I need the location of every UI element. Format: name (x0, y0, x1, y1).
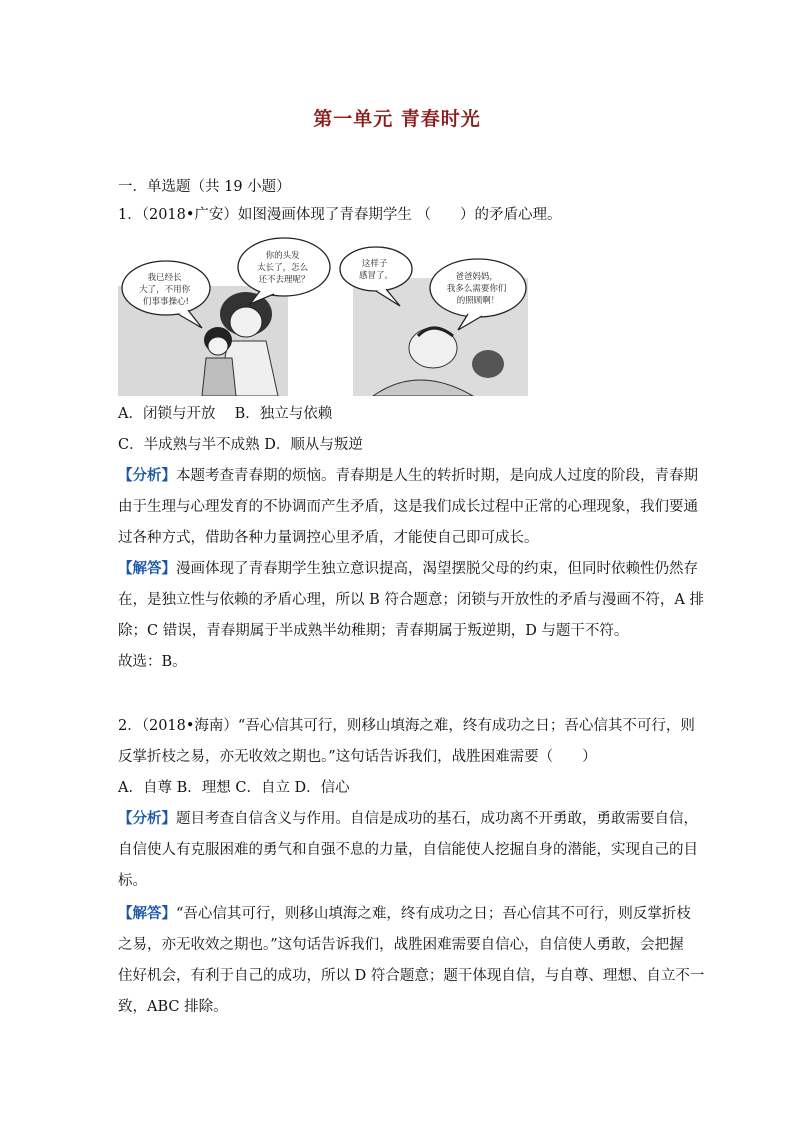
bubble-2-text: 你的头发 太长了，怎么 还不去理呢？ (257, 251, 310, 285)
boy-body (202, 358, 236, 396)
q2-answer-line-1: 【解答】“吾心信其可行，则移山填海之难，终有成功之日；吾心信其不可行，则反掌折枝 (118, 905, 691, 922)
q1-answer-line-2: 在，是独立性与依赖的矛盾心理，所以 B 符合题意；闭锁与开放性的矛盾与漫画不符，A 排 (118, 592, 704, 608)
comic-drawing (118, 236, 528, 396)
q1-analysis-line-2: 由于生理与心理发育的不协调而产生矛盾，这是我们成长过程中正常的心理现象，我们要通 (118, 499, 698, 515)
q1-options-cd: C．半成熟与半不成熟 D．顺从与叛逆 (118, 437, 363, 453)
boy-face (208, 337, 228, 355)
page-title: 第一单元 青春时光 (313, 108, 481, 130)
q2-analysis-line-3: 标。 (118, 873, 147, 889)
speech-bubble-3 (340, 247, 412, 291)
answer-tag: 【解答】 (118, 560, 176, 577)
q2-stem-line-1: 2．（2018•海南）“吾心信其可行，则移山填海之难，终有成功之日；吾心信其不可行，则 (118, 718, 695, 734)
q2-answer-line-2: 之易，亦无收效之期也。”这句话告诉我们，战胜困难需要自信心，自信使人勇敢，会把握 (118, 937, 684, 953)
q2-answer-line-4: 致，ABC 排除。 (118, 999, 228, 1015)
bubble-1-text: 我已经长 大了，不用你 们事事操心! (139, 273, 191, 307)
bubble-3-text: 这样子 感冒了。 (358, 259, 394, 281)
q1-options-ab: A．闭锁与开放 B．独立与依赖 (118, 406, 333, 422)
q1-comic-illustration (118, 236, 528, 396)
q1-analysis-line-1: 【分析】本题考查青春期的烦恼。青春期是人生的转折时期，是向成人过度的阶段，青春期 (118, 467, 698, 484)
section-heading: 一．单选题（共 19 小题） (118, 179, 291, 195)
answer-tag: 【解答】 (118, 905, 176, 922)
parent-figure (472, 350, 504, 378)
q2-stem-line-2: 反掌折枝之易，亦无收效之期也。”这句话告诉我们，战胜困难需要（ ） (118, 749, 597, 765)
q1-answer-line-1: 【解答】漫画体现了青春期学生独立意识提高，渴望摆脱父母的约束，但同时依赖性仍然存 (118, 560, 698, 577)
q2-answer-line-3: 住好机会，有利于自己的成功，所以 D 符合题意；题干体现自信，与自尊、理想、自立不一 (118, 968, 705, 984)
bubble-4-text: 爸爸妈妈， 我多么需要你们 的照顾啊！ (446, 272, 507, 306)
mother-face (230, 307, 262, 337)
q1-analysis-line-3: 过各种方式，借助各种力量调控心里矛盾，才能使自己即可成长。 (118, 530, 539, 546)
q1-stem: 1．（2018•广安）如图漫画体现了青春期学生 （ ）的矛盾心理。 (118, 207, 562, 223)
analysis-tag: 【分析】 (118, 810, 176, 827)
q1-result: 故选：B。 (118, 654, 187, 670)
q2-analysis-line-1: 【分析】题目考查自信含义与作用。自信是成功的基石，成功离不开勇敢，勇敢需要自信， (118, 810, 698, 827)
analysis-tag: 【分析】 (118, 467, 176, 484)
q2-options: A．自尊 B．理想 C．自立 D．信心 (118, 780, 350, 796)
q1-answer-line-3: 除；C 错误，青春期属于半成熟半幼稚期；青春期属于叛逆期，D 与题干不符。 (118, 623, 629, 639)
q2-analysis-line-2: 自信使人有克服困难的勇气和自强不息的力量，自信能使人挖掘自身的潜能，实现自己的目 (118, 842, 698, 858)
